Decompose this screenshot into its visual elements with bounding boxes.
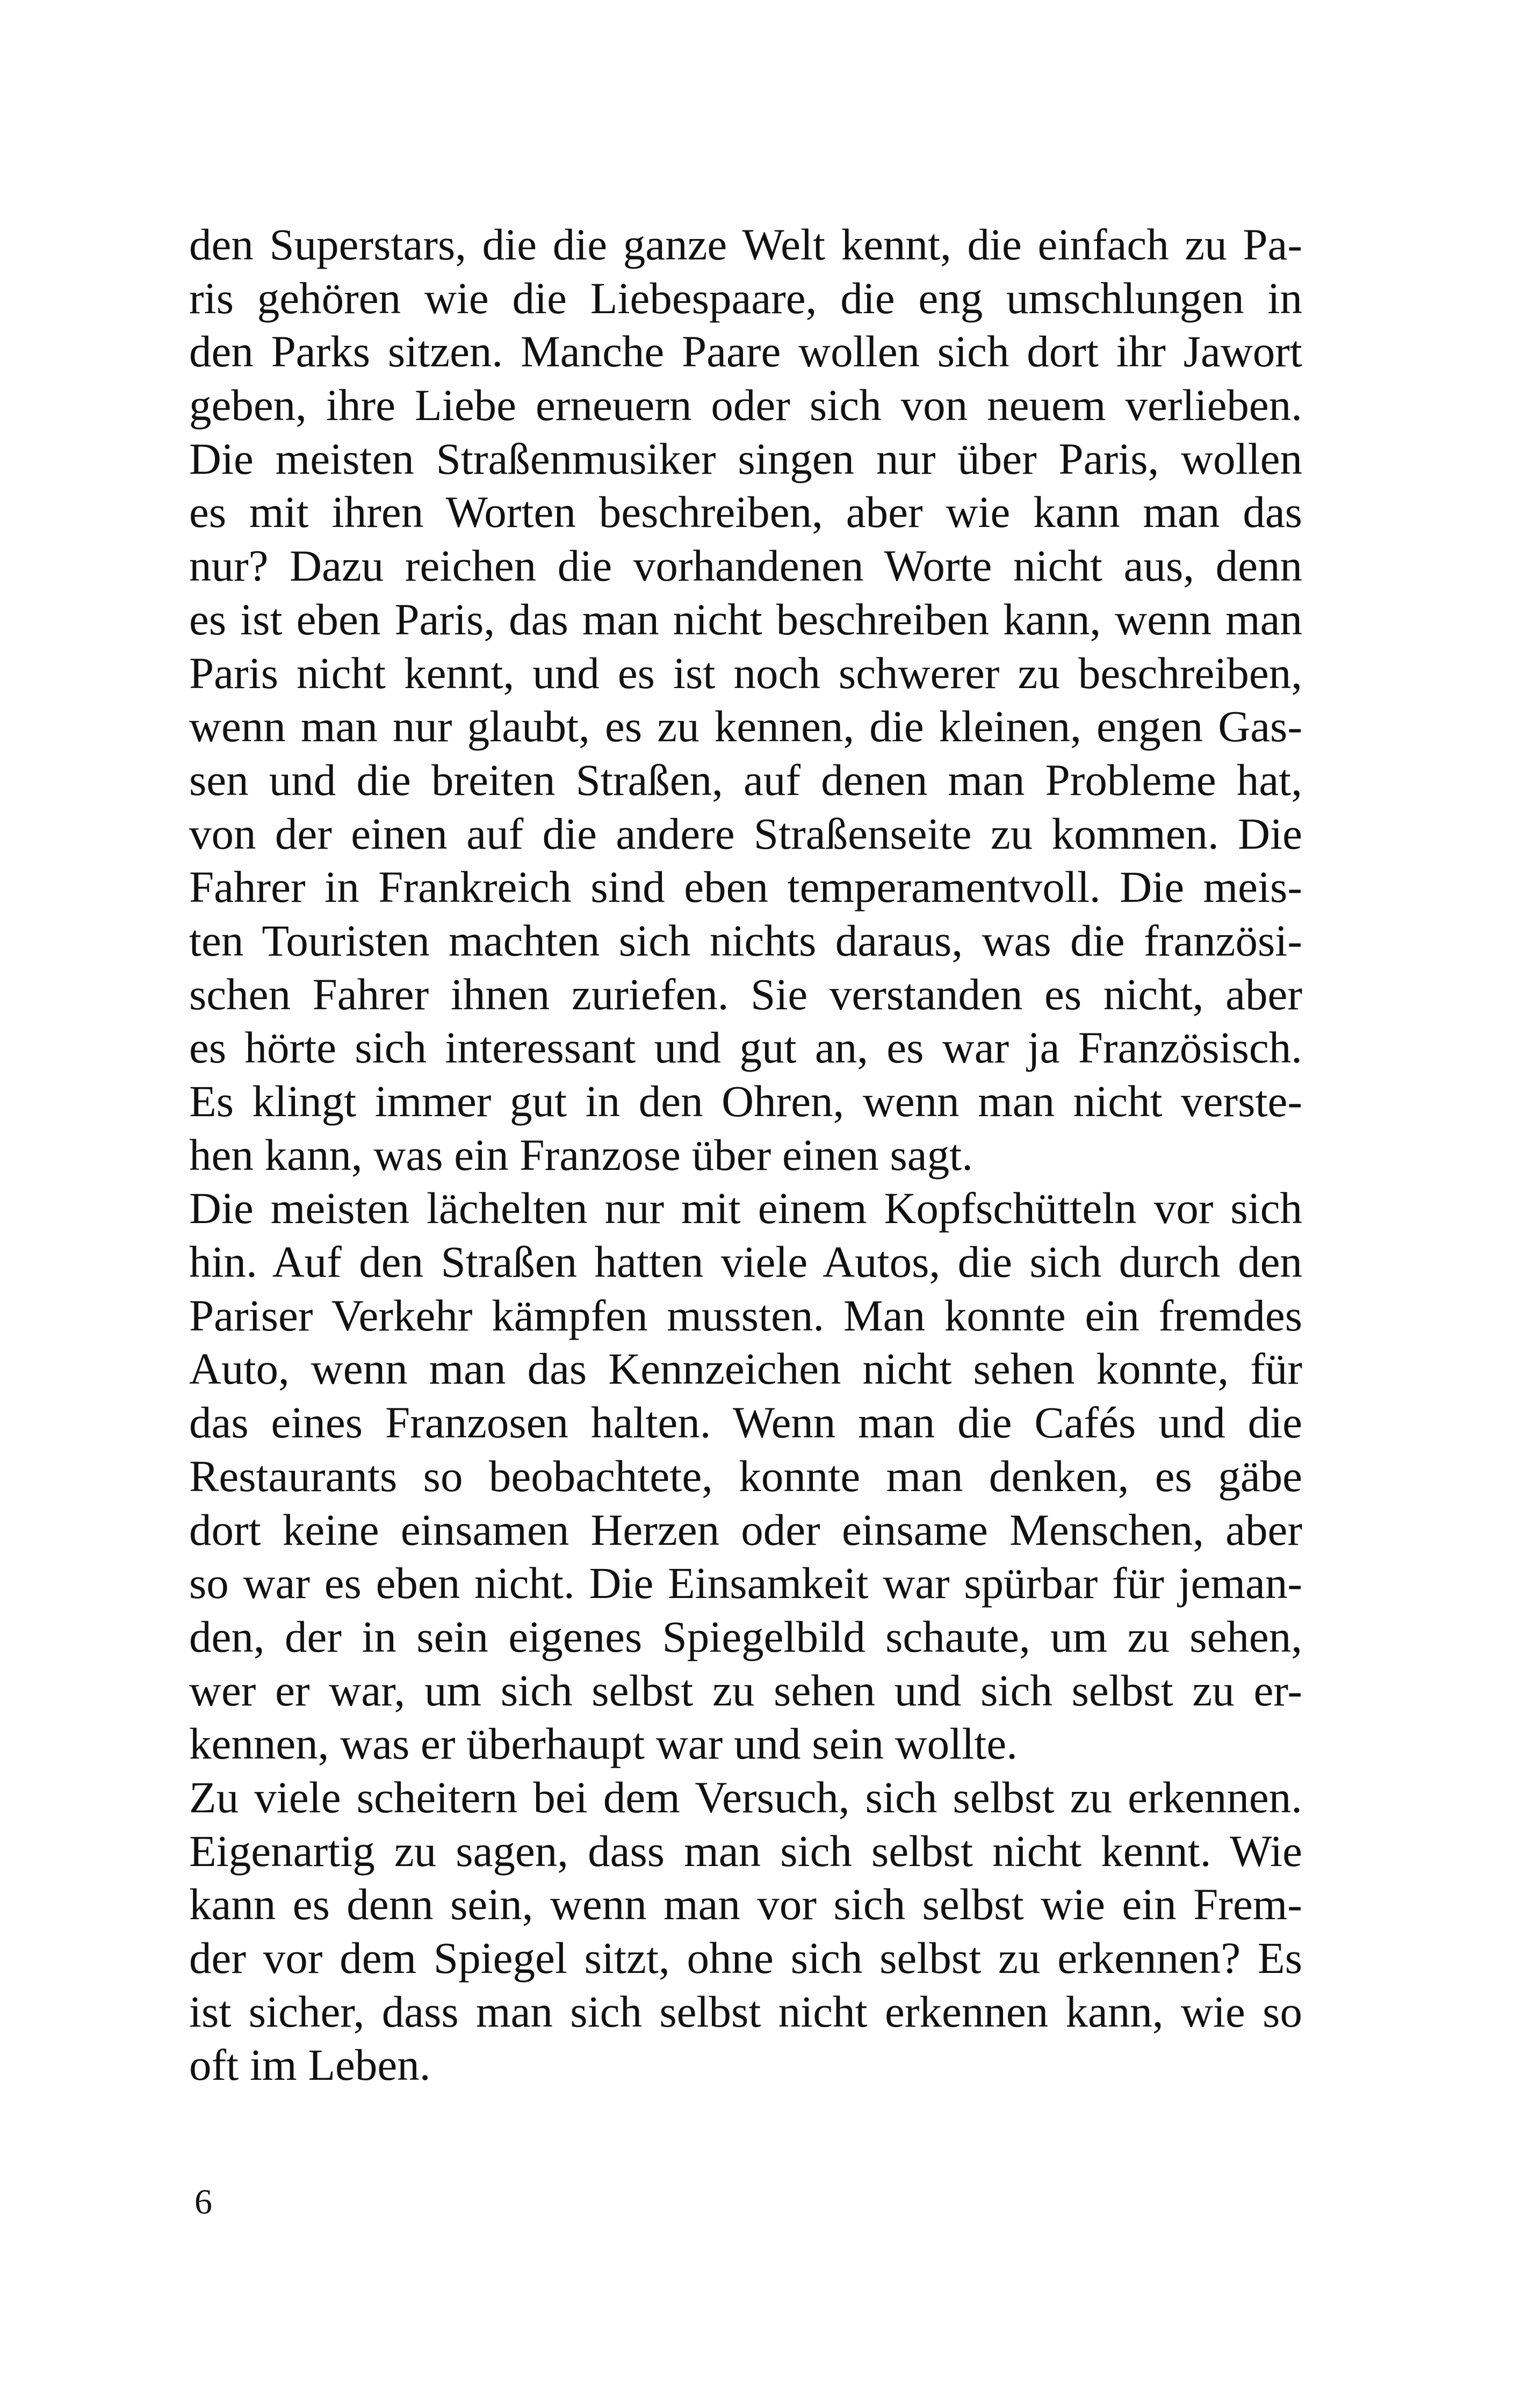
- text-line: kennen, was er überhaupt war und sein wollte.: [189, 1719, 1018, 1769]
- text-line: ris gehören wie die Liebespaare, die eng umschlungen in: [189, 273, 1302, 323]
- text-line: kann es denn sein, wenn man vor sich selbst wie ein Frem-: [189, 1879, 1302, 1929]
- text-line: es mit ihren Worten beschreiben, aber wie kann man das: [189, 487, 1302, 537]
- text-line: sen und die breiten Straßen, auf denen man Probleme hat,: [189, 755, 1302, 805]
- text-line: den Superstars, die die ganze Welt kennt, die einfach zu Pa-: [189, 220, 1302, 269]
- text-line: ten Touristen machten sich nichts daraus, was die französi-: [189, 915, 1302, 965]
- text-line: von der einen auf die andere Straßenseite zu kommen. Die: [189, 808, 1302, 858]
- text-line: den, der in sein eigenes Spiegelbild schaute, um zu sehen,: [189, 1611, 1302, 1661]
- text-line: dort keine einsamen Herzen oder einsame Menschen, aber: [189, 1505, 1302, 1554]
- text-line: den Parks sitzen. Manche Paare wollen sich dort ihr Jawort: [189, 327, 1302, 377]
- text-line: Restaurants so beobachtete, konnte man denken, es gäbe: [189, 1451, 1302, 1501]
- text-line: hen kann, was ein Franzose über einen sagt.: [189, 1130, 973, 1180]
- text-line: so war es eben nicht. Die Einsamkeit war spürbar für jeman-: [189, 1558, 1302, 1608]
- text-line: Fahrer in Frankreich sind eben temperamentvoll. Die meis-: [189, 862, 1302, 912]
- text-line: wenn man nur glaubt, es zu kennen, die kleinen, engen Gas-: [189, 702, 1302, 751]
- text-line: wer er war, um sich selbst zu sehen und sich selbst zu er-: [189, 1665, 1302, 1715]
- text-line: hin. Auf den Straßen hatten viele Autos, die sich durch den: [189, 1237, 1302, 1287]
- text-line: ist sicher, dass man sich selbst nicht erkennen kann, wie so: [189, 1986, 1302, 2036]
- page-number: 6: [194, 2182, 212, 2222]
- text-line: es ist eben Paris, das man nicht beschreiben kann, wenn man: [189, 594, 1302, 644]
- text-line: Die meisten Straßenmusiker singen nur über Paris, wollen: [189, 433, 1302, 483]
- text-line: Es klingt immer gut in den Ohren, wenn man nicht verste-: [189, 1076, 1302, 1126]
- text-line: Zu viele scheitern bei dem Versuch, sich selbst zu erkennen.: [189, 1772, 1302, 1822]
- text-line: nur? Dazu reichen die vorhandenen Worte nicht aus, denn: [189, 541, 1302, 591]
- text-line: es hörte sich interessant und gut an, es war ja Französisch.: [189, 1023, 1302, 1073]
- text-line: Die meisten lächelten nur mit einem Kopfschütteln vor sich: [189, 1183, 1302, 1233]
- text-line: Auto, wenn man das Kennzeichen nicht sehen konnte, für: [189, 1344, 1302, 1394]
- text-line: oft im Leben.: [189, 2040, 431, 2090]
- text-line: Pariser Verkehr kämpfen mussten. Man konnte ein fremdes: [189, 1290, 1302, 1340]
- text-line: Eigenartig zu sagen, dass man sich selbst nicht kennt. Wie: [189, 1826, 1302, 1876]
- text-line: Paris nicht kennt, und es ist noch schwerer zu beschreiben,: [189, 648, 1302, 698]
- text-line: das eines Franzosen halten. Wenn man die Cafés und die: [189, 1398, 1302, 1448]
- text-line: geben, ihre Liebe erneuern oder sich von neuem verlieben.: [189, 380, 1302, 430]
- body-text: [189, 218, 1302, 2092]
- text-line: der vor dem Spiegel sitzt, ohne sich selbst zu erkennen? Es: [189, 1933, 1302, 1983]
- text-line: schen Fahrer ihnen zuriefen. Sie verstanden es nicht, aber: [189, 969, 1302, 1019]
